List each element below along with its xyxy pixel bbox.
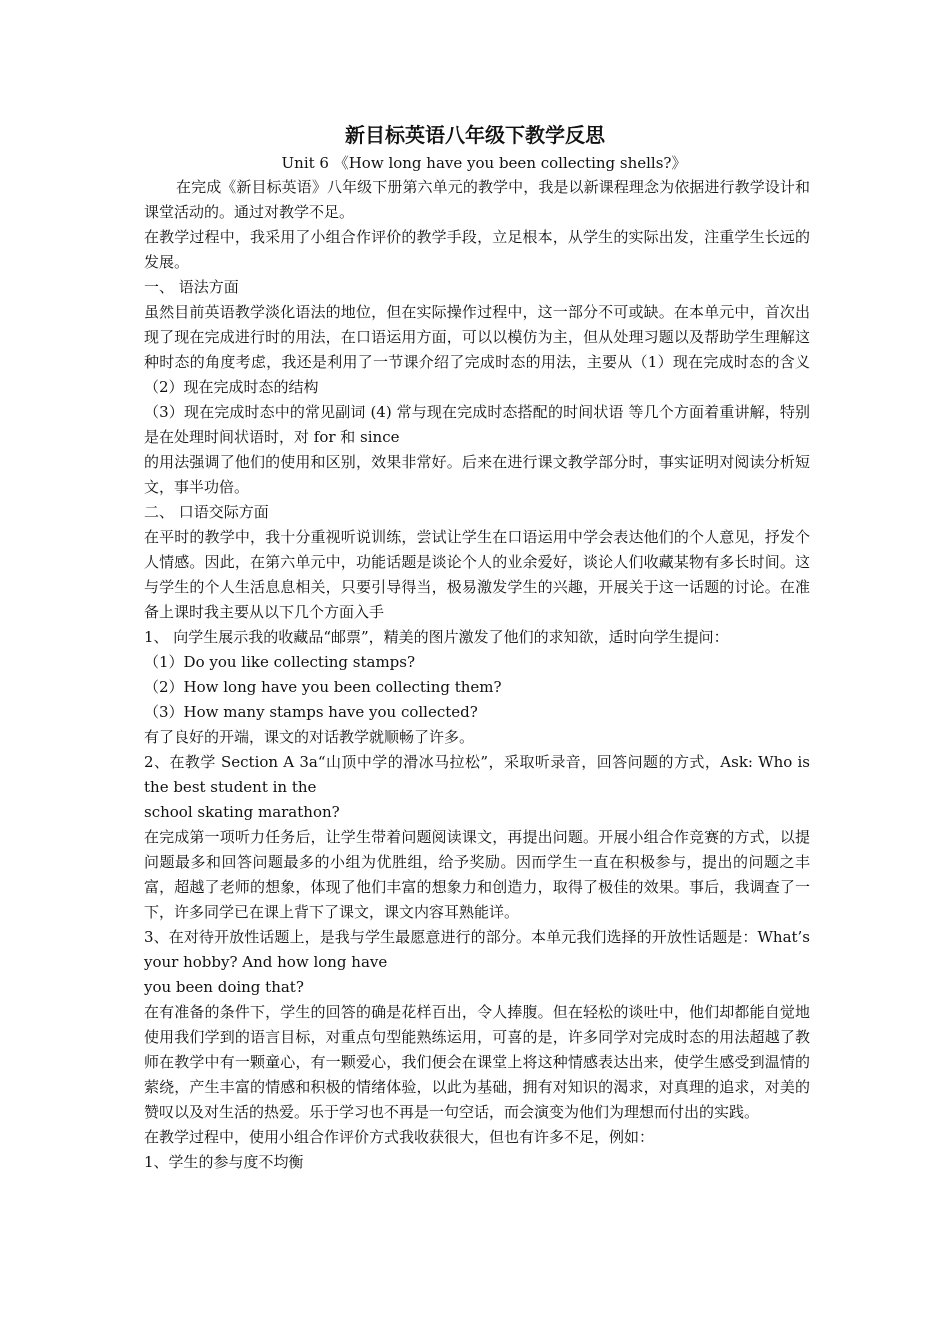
paragraph: 的用法强调了他们的使用和区别，效果非常好。后来在进行课文教学部分时，事实证明对阅读分析短文，事半功倍。 xyxy=(144,453,810,496)
list-item: 3、在对待开放性话题上，是我与学生最愿意进行的部分。本单元我们选择的开放性话题是：What’s your hobby? And how long have xyxy=(144,928,810,971)
paragraph: 虽然目前英语教学淡化语法的地位，但在实际操作过程中，这一部分不可或缺。在本单元中，首次出现了现在完成进行时的用法，在口语运用方面，可以以模仿为主，但从处理习题以及帮助学生理解这种时态的角度考虑，我还是利用了一节课介绍了完成时态的用法，主要从（1）现在完成时态的含义（2）现在完成时态的结构 xyxy=(144,303,810,396)
section-heading-grammar: 一、 语法方面 xyxy=(144,278,239,296)
paragraph: 在教学过程中，使用小组合作评价方式我收获很大，但也有许多不足，例如： xyxy=(144,1128,655,1146)
question-item: （3）How many stamps have you collected? xyxy=(144,703,478,721)
list-item: 1、学生的参与度不均衡 xyxy=(144,1153,304,1171)
document-body xyxy=(144,175,810,1175)
paragraph: 在有准备的条件下，学生的回答的确是花样百出，令人捧腹。但在轻松的谈吐中，他们却都能自觉地使用我们学到的语言目标，对重点句型能熟练运用，可喜的是，许多同学对完成时态的用法超越了教师在教学中有一颗童心，有一颗爱心，我们便会在课堂上将这种情感表达出来，使学生感受到温情的萦绕，产生丰富的情感和积极的情绪体验，以此为基础，拥有对知识的渴求，对真理的追求，对美的赞叹以及对生活的热爱。乐于学习也不再是一句空话，而会演变为他们为理想而付出的实践。 xyxy=(144,1003,810,1121)
paragraph: （3）现在完成时态中的常见副词 (4) 常与现在完成时态搭配的时间状语 等几个方面着重讲解，特别是在处理时间状语时，对 for 和 since xyxy=(144,403,810,446)
paragraph: school skating marathon? xyxy=(144,803,340,821)
list-item: 2、在教学 Section A 3a“山顶中学的滑冰马拉松”，采取听录音，回答问题的方式，Ask: Who is the best student in the xyxy=(144,753,810,796)
paragraph: you been doing that? xyxy=(144,978,304,996)
paragraph: 在完成第一项听力任务后，让学生带着问题阅读课文，再提出问题。开展小组合作竞赛的方式，以提问题最多和回答问题最多的小组为优胜组，给予奖励。因而学生一直在积极参与，提出的问题之丰富，超越了老师的想象，体现了他们丰富的想象力和创造力，取得了极佳的效果。事后，我调查了一下，许多同学已在课上背下了课文，课文内容耳熟能详。 xyxy=(144,828,810,921)
paragraph: 在平时的教学中，我十分重视听说训练，尝试让学生在口语运用中学会表达他们的个人意见，抒发个人情感。因此，在第六单元中，功能话题是谈论个人的业余爱好，谈论人们收藏某物有多长时间。这与学生的个人生活息息相关，只要引导得当，极易激发学生的兴趣，开展关于这一话题的讨论。在准备上课时我主要从以下几个方面入手 xyxy=(144,528,810,621)
paragraph: 有了良好的开端，课文的对话教学就顺畅了许多。 xyxy=(144,728,475,746)
document-title: 新目标英语八年级下教学反思 xyxy=(345,123,605,147)
section-heading-oral: 二、 口语交际方面 xyxy=(144,503,269,521)
paragraph-intro: 在完成《新目标英语》八年级下册第六单元的教学中，我是以新课程理念为依据进行教学设计和课堂活动的。通过对教学不足。 xyxy=(144,178,810,221)
question-item: （1）Do you like collecting stamps? xyxy=(144,653,416,671)
question-item: （2）How long have you been collecting them? xyxy=(144,678,502,696)
paragraph: 在教学过程中，我采用了小组合作评价的教学手段，立足根本，从学生的实际出发，注重学生长远的发展。 xyxy=(144,228,810,271)
document-subtitle: Unit 6 《How long have you been collecting shells?》 xyxy=(281,154,687,172)
list-item: 1、 向学生展示我的收藏品“邮票”，精美的图片激发了他们的求知欲，适时向学生提问： xyxy=(144,628,729,646)
